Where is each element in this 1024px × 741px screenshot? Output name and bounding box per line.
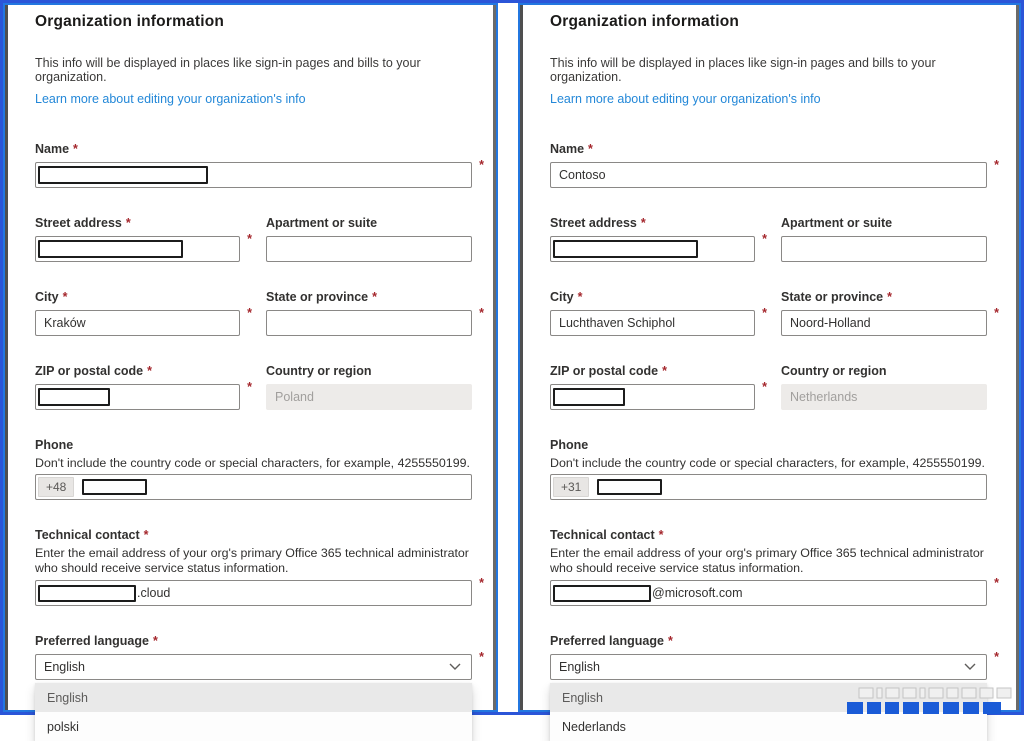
required-asterisk: *: [247, 306, 252, 320]
phone-label: Phone: [35, 438, 74, 452]
description-text: This info will be displayed in places like sign-in pages and bills to your organization.: [550, 56, 936, 84]
name-input[interactable]: [35, 162, 472, 188]
technical-contact-label: Technical contact: [35, 528, 140, 542]
name-label: Name: [550, 142, 585, 156]
state-label: State or province: [781, 290, 884, 304]
technical-contact-field-group: [35, 526, 484, 606]
redaction-box: [553, 388, 625, 406]
redaction-box: [597, 479, 662, 495]
country-input: [266, 384, 472, 410]
phone-helper-text: Don't include the country code or special characters, for example, 4255550199.: [35, 456, 470, 470]
chevron-down-icon: [964, 663, 976, 671]
required-asterisk: *: [247, 380, 252, 394]
state-input[interactable]: [781, 310, 987, 336]
learn-more-link[interactable]: Learn more about editing your organization's info: [35, 92, 306, 106]
redaction-box: [553, 585, 651, 602]
required-asterisk: *: [125, 216, 131, 230]
preferred-language-field-group: [35, 632, 484, 741]
required-asterisk: *: [147, 364, 152, 378]
city-value: Luchthaven Schiphol: [559, 316, 676, 330]
phone-input[interactable]: [35, 474, 472, 500]
required-asterisk: *: [887, 290, 892, 304]
required-asterisk: *: [662, 364, 667, 378]
apartment-field-group: [781, 214, 987, 262]
city-value: Kraków: [44, 316, 86, 330]
state-value: Noord-Holland: [790, 316, 871, 330]
learn-more-link[interactable]: Learn more about editing your organization's info: [550, 92, 821, 106]
required-asterisk: *: [762, 380, 767, 394]
phone-helper-text: Don't include the country code or special characters, for example, 4255550199.: [550, 456, 985, 470]
chevron-down-icon: [449, 663, 461, 671]
email-suffix: @microsoft.com: [652, 586, 743, 600]
city-input[interactable]: [35, 310, 240, 336]
city-field-group: [550, 288, 767, 336]
street-input[interactable]: [35, 236, 240, 262]
technical-contact-label: Technical contact: [550, 528, 655, 542]
country-field-group: [266, 362, 472, 410]
country-field-group: [781, 362, 987, 410]
preferred-language-label: Preferred language: [35, 634, 149, 648]
country-input: [781, 384, 987, 410]
country-value: Poland: [275, 390, 314, 404]
zip-input[interactable]: [35, 384, 240, 410]
redaction-box: [38, 166, 208, 184]
required-asterisk: *: [994, 158, 999, 172]
state-field-group: [266, 288, 484, 336]
language-option[interactable]: English: [35, 683, 472, 712]
zip-label: ZIP or postal code: [35, 364, 144, 378]
country-label: Country or region: [266, 364, 372, 378]
required-asterisk: *: [994, 576, 999, 590]
required-asterisk: *: [658, 528, 664, 542]
org-info-panel-right: [518, 3, 1021, 734]
required-asterisk: *: [762, 306, 767, 320]
redaction-box: [38, 240, 183, 258]
country-label: Country or region: [781, 364, 887, 378]
city-field-group: [35, 288, 252, 336]
street-label: Street address: [550, 216, 637, 230]
phone-input[interactable]: [550, 474, 987, 500]
technical-contact-field-group: [550, 526, 999, 606]
required-asterisk: *: [994, 306, 999, 320]
required-asterisk: *: [143, 528, 149, 542]
phone-country-code: +31: [553, 477, 589, 497]
technical-contact-helper-text: Enter the email address of your org's primary Office 365 technical administrator who should receive service status information.: [550, 546, 984, 575]
phone-country-code: +48: [38, 477, 74, 497]
zip-field-group: [550, 362, 767, 410]
selected-language-value: English: [44, 660, 85, 674]
language-option[interactable]: English: [550, 683, 987, 712]
zip-field-group: [35, 362, 252, 410]
required-asterisk: *: [667, 634, 673, 648]
description-text: This info will be displayed in places like sign-in pages and bills to your organization.: [35, 56, 421, 84]
apartment-input[interactable]: [781, 236, 987, 262]
redaction-box: [82, 479, 147, 495]
technical-contact-input[interactable]: [550, 580, 987, 606]
watermark: [819, 686, 1019, 712]
city-label: City: [35, 290, 59, 304]
street-label: Street address: [35, 216, 122, 230]
required-asterisk: *: [372, 290, 377, 304]
apartment-label: Apartment or suite: [266, 216, 378, 230]
apartment-input[interactable]: [266, 236, 472, 262]
required-asterisk: *: [62, 290, 68, 304]
language-option[interactable]: polski: [47, 719, 79, 734]
required-asterisk: *: [479, 306, 484, 320]
email-suffix: .cloud: [137, 586, 171, 600]
redaction-box: [38, 388, 110, 406]
org-info-panel-left: [3, 3, 498, 734]
required-asterisk: *: [640, 216, 646, 230]
phone-field-group: [550, 436, 987, 500]
redaction-box: [38, 585, 136, 602]
preferred-language-select[interactable]: [550, 654, 987, 680]
required-asterisk: *: [994, 650, 999, 664]
preferred-language-select[interactable]: [35, 654, 472, 680]
country-value: Netherlands: [790, 390, 858, 404]
state-label: State or province: [266, 290, 369, 304]
name-field-group: [35, 140, 484, 188]
language-dropdown-list: [35, 683, 472, 741]
required-asterisk: *: [762, 232, 767, 246]
phone-label: Phone: [550, 438, 589, 452]
name-input[interactable]: [550, 162, 987, 188]
required-asterisk: *: [588, 142, 593, 156]
city-input[interactable]: [550, 310, 755, 336]
page-title: Organization information: [550, 13, 740, 30]
zip-input[interactable]: [550, 384, 755, 410]
city-label: City: [550, 290, 574, 304]
redaction-box: [553, 240, 698, 258]
required-asterisk: *: [577, 290, 583, 304]
name-value: Contoso: [559, 168, 606, 182]
state-field-group: [781, 288, 999, 336]
street-field-group: [35, 214, 252, 262]
required-asterisk: *: [152, 634, 158, 648]
zip-label: ZIP or postal code: [550, 364, 659, 378]
required-asterisk: *: [73, 142, 78, 156]
apartment-field-group: [266, 214, 472, 262]
required-asterisk: *: [479, 158, 484, 172]
technical-contact-input[interactable]: [35, 580, 472, 606]
page-title: Organization information: [35, 13, 225, 30]
language-option[interactable]: Nederlands: [562, 719, 626, 734]
required-asterisk: *: [247, 232, 252, 246]
required-asterisk: *: [479, 576, 484, 590]
phone-field-group: [35, 436, 472, 500]
preferred-language-label: Preferred language: [550, 634, 664, 648]
technical-contact-helper-text: Enter the email address of your org's primary Office 365 technical administrator who should receive service status information.: [35, 546, 469, 575]
apartment-label: Apartment or suite: [781, 216, 893, 230]
selected-language-value: English: [559, 660, 600, 674]
required-asterisk: *: [479, 650, 484, 664]
name-label: Name: [35, 142, 70, 156]
street-input[interactable]: [550, 236, 755, 262]
street-field-group: [550, 214, 767, 262]
state-input[interactable]: [266, 310, 472, 336]
name-field-group: [550, 140, 999, 188]
